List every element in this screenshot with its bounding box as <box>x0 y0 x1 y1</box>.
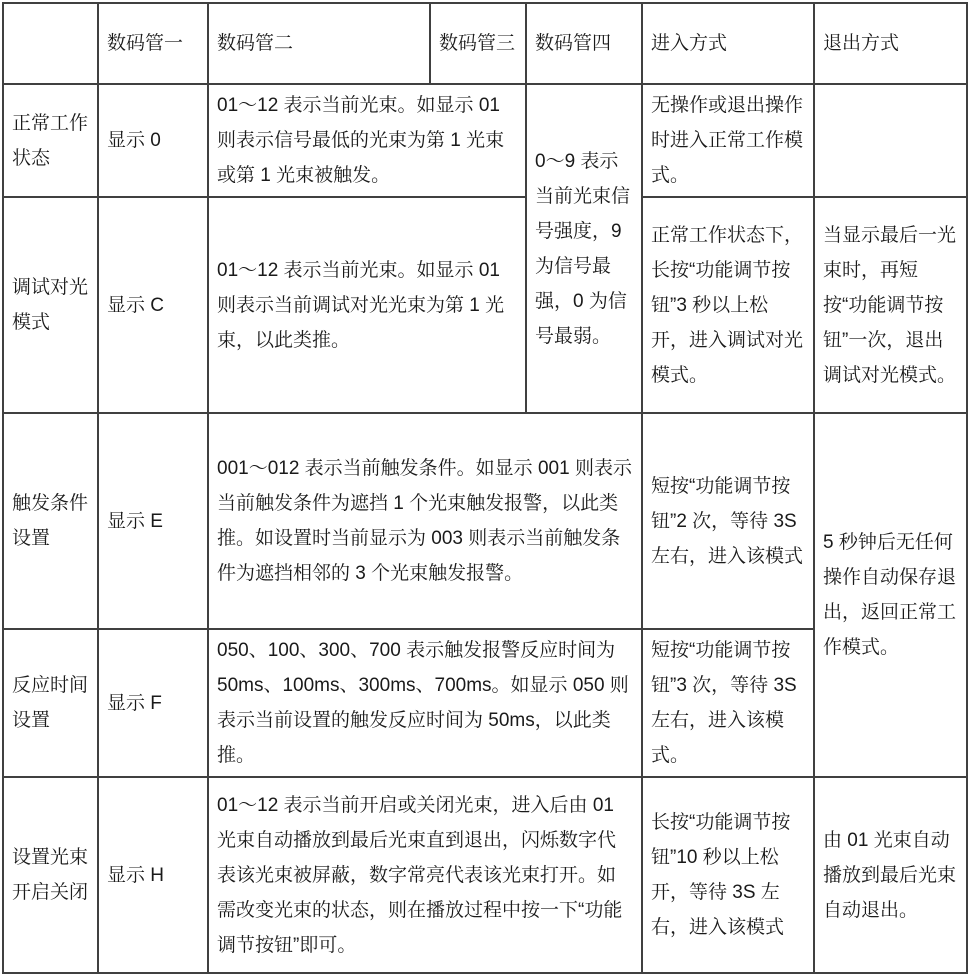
table-header-row <box>3 3 967 84</box>
cell-exit-merged: 5 秒钟后无任何操作自动保存退出，返回正常工作模式。 <box>814 413 967 777</box>
cell-enter-method: 正常工作状态下，长按“功能调节按钮”3 秒以上松开，进入调试对光模式。 <box>642 197 814 413</box>
cell-exit-method: 当显示最后一光束时，再短按“功能调节按钮”一次，退出调试对光模式。 <box>814 197 967 413</box>
cell-tube4-merged: 0～9 表示当前光束信号强度，9 为信号最强，0 为信号最弱。 <box>526 84 642 413</box>
cell-description: 050、100、300、700 表示触发报警反应时间为 50ms、100ms、300ms、700ms。如显示 050 则表示当前设置的触发反应时间为 50ms，以此类推。 <box>208 629 642 777</box>
cell-tube1-value: 显示 0 <box>98 84 208 197</box>
cell-enter-method: 短按“功能调节按钮”3 次，等待 3S 左右，进入该模式。 <box>642 629 814 777</box>
header-cell-exit: 退出方式 <box>814 3 967 84</box>
header-cell-tube1: 数码管一 <box>98 3 208 84</box>
header-cell-tube4: 数码管四 <box>526 3 642 84</box>
cell-tube1-value: 显示 C <box>98 197 208 413</box>
cell-mode-name: 正常工作状态 <box>3 84 98 197</box>
cell-mode-name: 设置光束开启关闭 <box>3 777 98 973</box>
table-row-beam-on-off <box>3 777 967 973</box>
table-row-trigger-condition <box>3 413 967 629</box>
header-cell-tube2: 数码管二 <box>208 3 430 84</box>
cell-tube1-value: 显示 F <box>98 629 208 777</box>
mode-settings-table <box>2 2 968 974</box>
cell-description: 01～12 表示当前光束。如显示 01 则表示当前调试对光光束为第 1 光束，以此类推。 <box>208 197 526 413</box>
cell-description: 01～12 表示当前光束。如显示 01 则表示信号最低的光束为第 1 光束或第 1 光束被触发。 <box>208 84 526 197</box>
header-cell-blank <box>3 3 98 84</box>
cell-mode-name: 反应时间设置 <box>3 629 98 777</box>
cell-enter-method: 短按“功能调节按钮”2 次，等待 3S 左右，进入该模式 <box>642 413 814 629</box>
cell-exit-method <box>814 84 967 197</box>
cell-mode-name: 调试对光模式 <box>3 197 98 413</box>
cell-description: 01～12 表示当前开启或关闭光束，进入后由 01 光束自动播放到最后光束直到退出，闪烁数字代表该光束被屏蔽，数字常亮代表该光束打开。如需改变光束的状态，则在播放过程中按一下“功能调节按钮”即可。 <box>208 777 642 973</box>
header-cell-enter: 进入方式 <box>642 3 814 84</box>
table-row-debug-alignment-mode <box>3 197 967 413</box>
cell-enter-method: 无操作或退出操作时进入正常工作模式。 <box>642 84 814 197</box>
header-cell-tube3: 数码管三 <box>430 3 526 84</box>
cell-tube1-value: 显示 H <box>98 777 208 973</box>
cell-enter-method: 长按“功能调节按钮”10 秒以上松开，等待 3S 左右，进入该模式 <box>642 777 814 973</box>
cell-mode-name: 触发条件设置 <box>3 413 98 629</box>
cell-description: 001～012 表示当前触发条件。如显示 001 则表示当前触发条件为遮挡 1 个光束触发报警，以此类推。如设置时当前显示为 003 则表示当前触发条件为遮挡相邻的 3 个光束触发报警。 <box>208 413 642 629</box>
cell-exit-method: 由 01 光束自动播放到最后光束自动退出。 <box>814 777 967 973</box>
cell-tube1-value: 显示 E <box>98 413 208 629</box>
table-row-normal-mode <box>3 84 967 197</box>
